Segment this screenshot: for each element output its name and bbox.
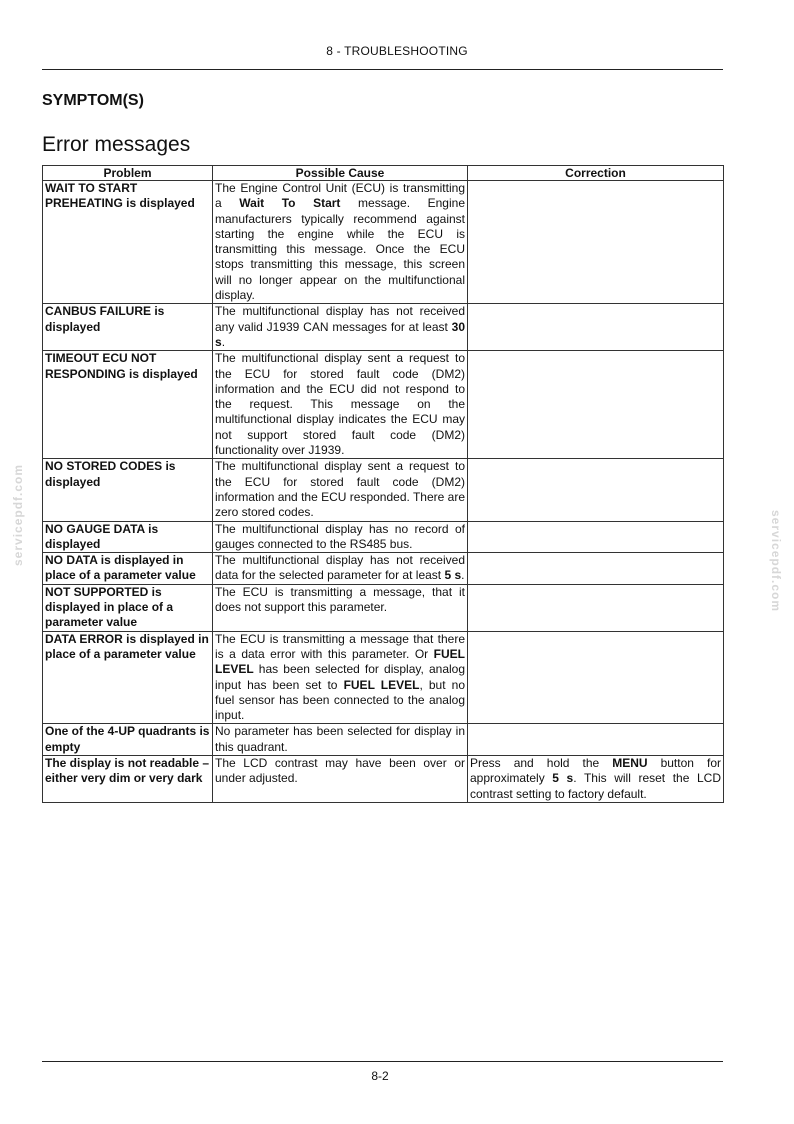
cause-cell-text: message. Engine manufacturers typically recommend against starting the engine while the ECU is transmitting this message. Once the ECU stops transmitting this message, this screen will no longer appear on the multifunctional display.: [215, 196, 465, 303]
cause-cell: [213, 584, 468, 631]
correction-cell: [468, 631, 724, 724]
cause-cell-text: .: [461, 568, 465, 583]
table-row: [43, 755, 724, 802]
problem-cell: NO DATA is displayed in place of a parameter value: [43, 553, 213, 585]
cause-cell-text: The ECU is transmitting a message, that it does not support this parameter.: [215, 584, 465, 615]
table-row: [43, 553, 724, 585]
column-header-problem: Problem: [43, 166, 213, 181]
cause-cell-text: FUEL LEVEL: [215, 646, 465, 677]
problem-cell: NOT SUPPORTED is displayed in place of a parameter value: [43, 584, 213, 631]
table-row: [43, 304, 724, 351]
cause-cell: [213, 351, 468, 459]
cause-cell-text: FUEL LEVEL: [343, 677, 420, 692]
correction-cell: [468, 724, 724, 756]
subtitle: Error messages: [42, 133, 191, 156]
cause-cell-text: The multifunctional display sent a request to the ECU for stored fault code (DM2) information and the ECU did not respond to the request. This message on the multifunctional display indicates the ECU may not support stored fault code (DM2) functionality over J1939.: [215, 351, 465, 458]
correction-cell: [468, 351, 724, 459]
cause-cell-text: has been selected for display, analog input has been set to: [215, 662, 465, 692]
cause-cell: [213, 521, 468, 553]
problem-cell: CANBUS FAILURE is displayed: [43, 304, 213, 351]
correction-cell: [468, 459, 724, 521]
error-messages-table: [42, 165, 724, 803]
cause-cell-text: 30 s: [215, 319, 465, 349]
problem-cell: One of the 4-UP quadrants is empty: [43, 724, 213, 756]
column-header-possible-cause: Possible Cause: [213, 166, 468, 181]
footer-rule: [42, 1061, 723, 1062]
cause-cell-text: No parameter has been selected for display in this quadrant.: [215, 724, 465, 754]
watermark-right: servicepdf.com: [769, 510, 783, 613]
correction-cell-text: MENU: [612, 755, 648, 770]
table-row: [43, 584, 724, 631]
correction-cell-text: . This will reset the LCD contrast setting to factory default.: [470, 771, 721, 801]
cause-cell-text: The multifunctional display has not received data for the selected parameter for at least: [215, 553, 465, 583]
page-header-title: 8 - TROUBLESHOOTING: [326, 44, 468, 58]
cause-cell: [213, 553, 468, 585]
correction-cell: [468, 553, 724, 585]
correction-cell: [468, 584, 724, 631]
column-header-correction: Correction: [468, 166, 724, 181]
problem-cell: The display is not readable – either very dim or very dark: [43, 755, 213, 802]
correction-cell: [468, 755, 724, 802]
cause-cell: [213, 459, 468, 521]
cause-cell-text: The multifunctional display has not received any valid J1939 CAN messages for at least: [215, 304, 465, 334]
table-row: [43, 181, 724, 304]
correction-cell-text: Press and hold the: [470, 755, 613, 770]
correction-cell-text: button for approximately: [470, 755, 721, 786]
table-row: [43, 631, 724, 724]
cause-cell-text: .: [221, 334, 226, 349]
cause-cell: [213, 631, 468, 724]
table-row: [43, 521, 724, 553]
cause-cell-text: The Engine Control Unit (ECU) is transmitting a: [215, 181, 465, 211]
header-rule: [42, 69, 723, 70]
page-number: 8-2: [371, 1069, 389, 1083]
problem-cell: WAIT TO START PREHEATING is displayed: [43, 181, 213, 304]
table-row: [43, 459, 724, 521]
cause-cell-text: The LCD contrast may have been over or under adjusted.: [215, 755, 465, 786]
cause-cell-text: Wait To Start: [239, 196, 341, 211]
cause-cell-text: , but no fuel sensor has been connected to the analog input.: [215, 677, 466, 723]
cause-cell: [213, 181, 468, 304]
cause-cell: [213, 724, 468, 756]
cause-cell: [213, 304, 468, 351]
correction-cell: [468, 304, 724, 351]
watermark-left: servicepdf.com: [11, 463, 25, 566]
problem-cell: DATA ERROR is displayed in place of a parameter value: [43, 631, 213, 724]
problem-cell: TIMEOUT ECU NOT RESPONDING is displayed: [43, 351, 213, 459]
cause-cell-text: The multifunctional display sent a request to the ECU for stored fault code (DM2) information and the ECU responded. There are zero stored codes.: [215, 459, 465, 520]
table-header-row: [43, 166, 724, 181]
correction-cell: [468, 521, 724, 553]
section-title: SYMPTOM(S): [42, 92, 144, 109]
cause-cell: [213, 755, 468, 802]
problem-cell: NO STORED CODES is displayed: [43, 459, 213, 521]
cause-cell-text: The ECU is transmitting a message that there is a data error with this parameter. Or: [215, 631, 465, 661]
cause-cell-text: The multifunctional display has no record of gauges connected to the RS485 bus.: [215, 521, 465, 551]
correction-cell: [468, 181, 724, 304]
cause-cell-text: 5 s: [444, 568, 462, 583]
problem-cell: NO GAUGE DATA is displayed: [43, 521, 213, 553]
table-row: [43, 724, 724, 756]
correction-cell-text: 5 s: [552, 771, 574, 786]
table-row: [43, 351, 724, 459]
